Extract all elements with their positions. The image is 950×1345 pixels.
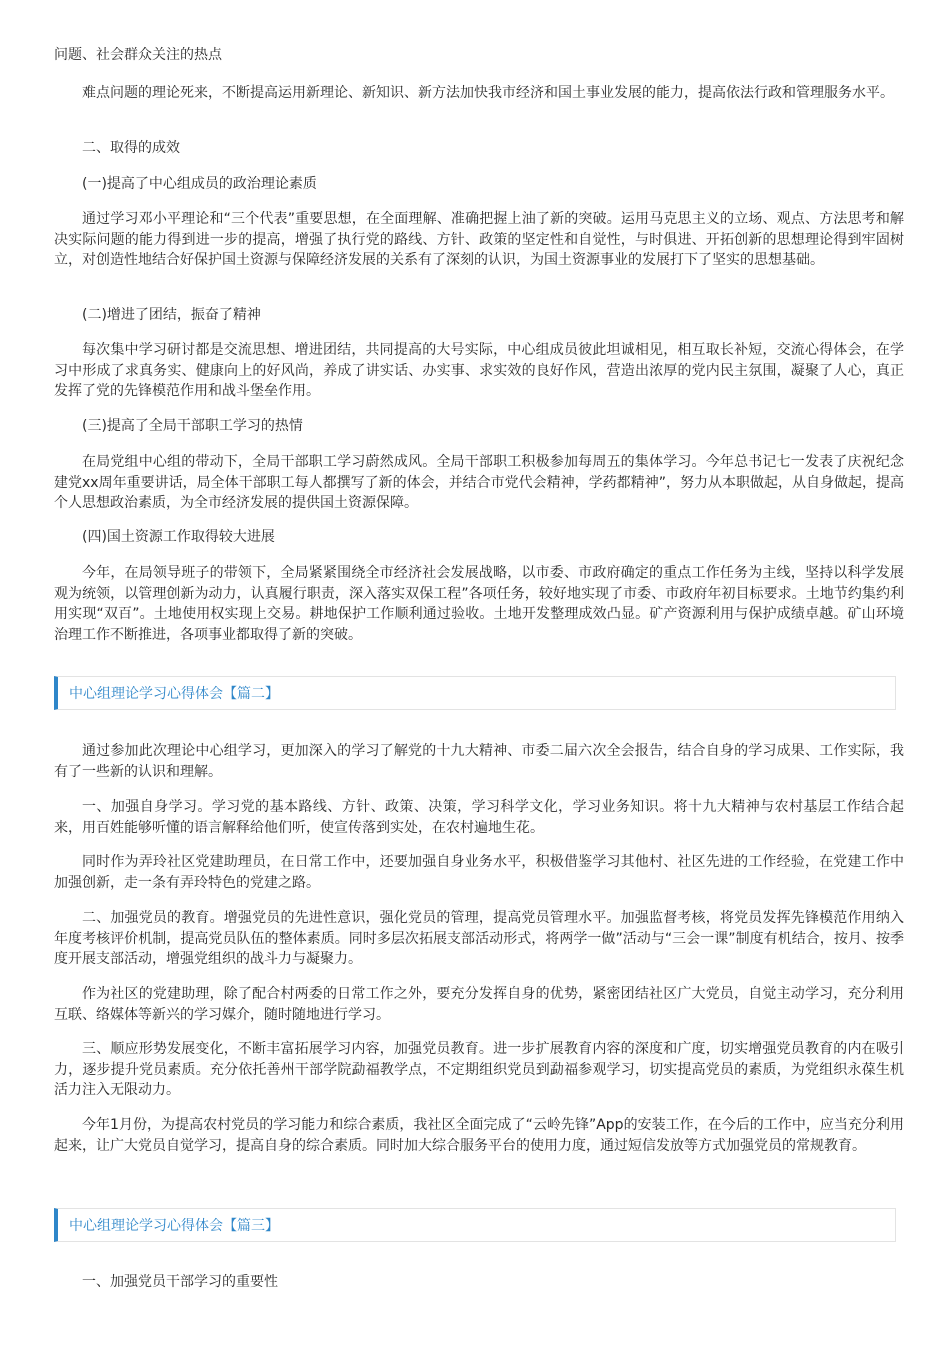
paragraph-unity [54, 340, 904, 402]
paragraph-s2-assistant [54, 852, 904, 893]
paragraph-s2-app [54, 1115, 904, 1156]
subheading-4 [54, 527, 904, 548]
paragraph: (四)国土资源工作取得较大进展 [82, 529, 275, 545]
paragraph-difficult-issues [54, 83, 904, 104]
intro-fragment [54, 45, 904, 66]
paragraph-s2-self-study [54, 797, 904, 838]
subheading-1 [54, 174, 904, 195]
paragraph-study-enthusiasm [54, 452, 904, 514]
paragraph-s2-education [54, 908, 904, 970]
section-title: 中心组理论学习心得体会【篇三】 [69, 1218, 279, 1234]
paragraph: 在局党组中心组的带动下，全局干部职工学习蔚然成风。全局干部职工积极参加每周五的集体学习。今年总书记七一发表了庆祝纪念建党xx周年重要讲话，局全体干部职工每人都撰写了新的体会，并结合市党代会精神，学药都精神”，努力从本职做起，从自身做起，提高个人思想政治素质，为全市经济发展的提供国土资源保障。 [54, 454, 904, 511]
paragraph: 今年1月份，为提高农村党员的学习能力和综合素质，我社区全面完成了“云岭先锋”App的安装工作，在今后的工作中，应当充分利用起来，让广大党员自觉学习，提高自身的综合素质。同时加大综合服务平台的使用力度，通过短信发放等方式加强党员的常规教育。 [54, 1117, 904, 1154]
paragraph: 二、取得的成效 [82, 140, 180, 156]
paragraph-s2-community [54, 984, 904, 1025]
paragraph-s3-first [54, 1272, 904, 1293]
paragraph: 一、加强党员干部学习的重要性 [82, 1274, 278, 1290]
paragraph: 作为社区的党建助理，除了配合村两委的日常工作之外，要充分发挥自身的优势，紧密团结社区广大党员，自觉主动学习，充分利用互联、络媒体等新兴的学习媒介，随时随地进行学习。 [54, 986, 904, 1023]
paragraph: 一、加强自身学习。学习党的基本路线、方针、政策、决策，学习科学文化，学习业务知识。将十九大精神与农村基层工作结合起来，用百姓能够听懂的语言解释给他们听，使宣传落到实处，在农村遍地生花。 [54, 799, 904, 836]
heading-achievements [54, 138, 904, 159]
paragraph-s2-intro [54, 741, 904, 782]
paragraph: 通过学习邓小平理论和“三个代表”重要思想，在全面理解、准确把握上油了新的突破。运用马克思主义的立场、观点、方法思考和解决实际问题的能力得到进一步的提高，增强了执行党的路线、方针、政策的坚定性和自觉性，与时俱进、开拓创新的思想理论得到牢固树立，对创造性地结合好保护国土资源与保障经济发展的关系有了深刻的认识，为国土资源事业的发展打下了坚实的思想基础。 [54, 211, 904, 268]
section-header-part2 [54, 676, 896, 710]
paragraph: 二、加强党员的教育。增强党员的先进性意识，强化党员的管理，提高党员管理水平。加强监督考核，将党员发挥先锋模范作用纳入年度考核评价机制，提高党员队伍的整体素质。同时多层次拓展支部活动形式，将两学一做”活动与“三会一课”制度有机结合，按月、按季度开展支部活动，增强党组织的战斗力与凝聚力。 [54, 910, 904, 967]
paragraph: (一)提高了中心组成员的政治理论素质 [82, 176, 317, 192]
subheading-2 [54, 305, 904, 326]
paragraph-theory-quality [54, 209, 904, 271]
paragraph-s2-trends [54, 1039, 904, 1101]
paragraph: 难点问题的理论死来，不断提高运用新理论、新知识、新方法加快我市经济和国土事业发展的能力，提高依法行政和管理服务水平。 [82, 85, 894, 101]
paragraph: 三、顺应形势发展变化，不断丰富拓展学习内容，加强党员教育。进一步扩展教育内容的深度和广度，切实增强党员教育的内在吸引力，逐步提升党员素质。充分依托善州干部学院勐福教学点，不定期组织党员到勐福参观学习，切实提高党员的素质，为党组织永葆生机活力注入无限动力。 [54, 1041, 904, 1098]
paragraph: 今年，在局领导班子的带领下，全局紧紧围绕全市经济社会发展战略，以市委、市政府确定的重点工作任务为主线，坚持以科学发展观为统领，以管理创新为动力，认真履行职责，深入落实双保工程”各项任务，较好地实现了市委、市政府年初目标要求。土地节约集约利用实现“双百”。土地使用权实现上交易。耕地保护工作顺利通过验收。土地开发整理成效凸显。矿产资源利用与保护成绩卓越。矿山环境治理工作不断推进，各项事业都取得了新的突破。 [54, 565, 904, 643]
paragraph: (三)提高了全局干部职工学习的热情 [82, 418, 303, 434]
paragraph: 通过参加此次理论中心组学习，更加深入的学习了解党的十九大精神、市委二届六次全会报告，结合自身的学习成果、工作实际，我有了一些新的认识和理解。 [54, 743, 904, 780]
paragraph: 同时作为弄玲社区党建助理员，在日常工作中，还要加强自身业务水平，积极借鉴学习其他村、社区先进的工作经验，在党建工作中加强创新，走一条有弄玲特色的党建之路。 [54, 854, 904, 891]
paragraph: 问题、社会群众关注的热点 [54, 47, 222, 63]
section-header-part3 [54, 1208, 896, 1242]
paragraph: (二)增进了团结，振奋了精神 [82, 307, 261, 323]
paragraph: 每次集中学习研讨都是交流思想、增进团结，共同提高的大号实际，中心组成员彼此坦诚相见，相互取长补短，交流心得体会，在学习中形成了求真务实、健康向上的好风尚，养成了讲实话、办实事、求实效的良好作风，营造出浓厚的党内民主氛围，凝聚了人心，真正发挥了党的先锋模范作用和战斗堡垒作用。 [54, 342, 904, 399]
subheading-3 [54, 416, 904, 437]
paragraph-land-resources [54, 563, 904, 645]
section-title: 中心组理论学习心得体会【篇二】 [69, 686, 279, 702]
